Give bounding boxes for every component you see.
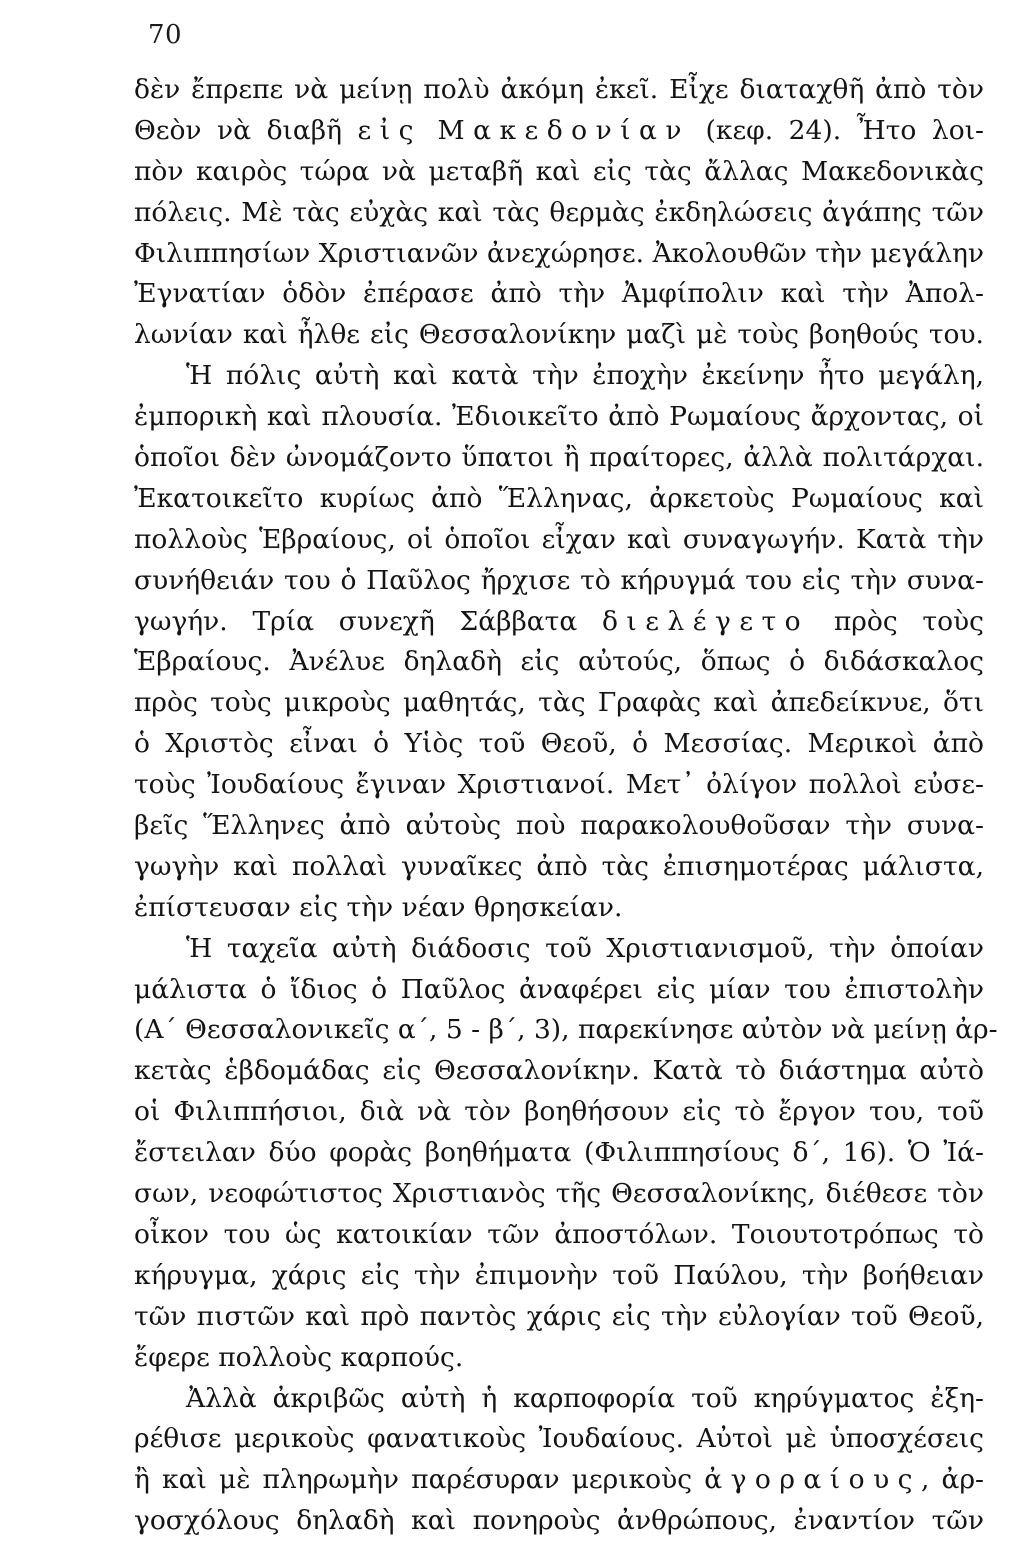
text-line: κετὰς ἑβδομάδας εἰς Θεσσαλονίκην. Κατὰ τὸ διάστημα αὐτὸ [134,1055,984,1087]
text-line: σων, νεοφώτιστος Χριστιανὸς τῆς Θεσσαλονίκης, διέθεσε τὸν [134,1178,984,1210]
text-line [134,602,984,643]
text-line: γοσχόλους δηλαδὴ καὶ πονηροὺς ἀνθρώπους, ἐναντίον τῶν [134,1505,984,1537]
text-line: μάλιστα ὁ ἴδιος ὁ Παῦλος ἀναφέρει εἰς μίαν του ἐπιστολὴν [134,973,984,1005]
text-line: ὁ Χριστὸς εἶναι ὁ Υἱὸς τοῦ Θεοῦ, ὁ Μεσσίας. Μερικοὶ ἀπὸ [134,728,984,760]
text-line: τοὺς Ἰουδαίους ἔγιναν Χριστιανοί. Μετ᾽ ὀλίγον πολλοὶ εὐσε- [134,769,984,801]
text-line [134,111,984,152]
text-line: συνήθειάν του ὁ Παῦλος ἤρχισε τὸ κήρυγμά του εἰς τὴν συνα- [134,564,984,596]
text-fragment: ἢ καὶ μὲ πληρωμὴν παρέσυραν μερικοὺς [134,1464,705,1496]
paragraph-start-line: Ἡ ταχεῖα αὐτὴ διάδοσις τοῦ Χριστιανισμοῦ, τὴν ὁποίαν [186,932,984,964]
text-fragment: γωγήν. Τρία συνεχῆ Σάββατα [134,605,602,637]
text-line: οἱ Φιλιππήσιοι, διὰ νὰ τὸν βοηθήσουν εἰς τὸ ἔργον του, τοῦ [134,1096,984,1128]
spaced-word: Μακεδονίαν [437,114,691,146]
text-line: ὁποῖοι δὲν ὠνομάζοντο ὕπατοι ἢ πραίτορες, ἀλλὰ πολιτάρχαι. [134,442,984,474]
text-line: λωνίαν καὶ ἦλθε εἰς Θεσσαλονίκην μαζὶ μὲ τοὺς βοηθούς του. [134,319,984,351]
text-fragment: , ἀρ- [921,1464,984,1496]
text-line: πὸν καιρὸς τώρα νὰ μεταβῆ καὶ εἰς τὰς ἄλλας Μακεδονικὰς [134,155,984,187]
spaced-word: ἀγοραίους [704,1464,921,1496]
text-fragment: (κεφ. 24). Ἦτο λοι- [690,114,984,146]
page-number: 70 [148,20,183,50]
text-line: γωγὴν καὶ πολλαὶ γυναῖκες ἀπὸ τὰς ἐπισημοτέρας μάλιστα, [134,850,984,882]
text-line: βεῖς Ἕλληνες ἀπὸ αὐτοὺς ποὺ παρακολουθοῦσαν τὴν συνα- [134,810,984,842]
paragraph-start-line: Ἀλλὰ ἀκριβῶς αὐτὴ ἡ καρποφορία τοῦ κηρύγματος ἐξη- [186,1382,984,1414]
text-line: οἶκον του ὡς κατοικίαν τῶν ἀποστόλων. Τοιουτοτρόπως τὸ [134,1218,984,1250]
paragraph-start-line: Ἡ πόλις αὐτὴ καὶ κατὰ τὴν ἐποχὴν ἐκείνην ἦτο μεγάλη, [186,360,984,392]
body-text [134,70,998,1542]
text-line: Φιλιππησίων Χριστιανῶν ἀνεχώρησε. Ἀκολουθῶν τὴν μεγάλην [134,237,984,269]
text-line: ρέθισε μερικοὺς φανατικοὺς Ἰουδαίους. Αὐτοὶ μὲ ὑποσχέσεις [134,1423,984,1455]
paragraph-end-line: ἔφερε πολλοὺς καρπούς. [134,1341,464,1373]
text-line: Ἐγνατίαν ὁδὸν ἐπέρασε ἀπὸ τὴν Ἀμφίπολιν καὶ τὴν Ἀπολ- [134,278,984,310]
spaced-word: εἰς [357,114,422,146]
text-line: Ἑβραίους. Ἀνέλυε δηλαδὴ εἰς αὐτούς, ὅπως ὁ διδάσκαλος [134,646,984,678]
text-fragment: Θεὸν νὰ διαβῆ [134,114,358,146]
text-line: πολλοὺς Ἑβραίους, οἱ ὁποῖοι εἶχαν καὶ συναγωγήν. Κατὰ τὴν [134,523,984,555]
spaced-word: διελέγετο [602,605,810,637]
text-line [134,1460,984,1501]
text-line: δὲν ἔπρεπε νὰ μείνῃ πολὺ ἀκόμη ἐκεῖ. Εἶχε διαταχθῆ ἀπὸ τὸν [134,74,984,105]
text-line: τῶν πιστῶν καὶ πρὸ παντὸς χάρις εἰς τὴν εὐλογίαν τοῦ Θεοῦ, [134,1300,984,1332]
text-line: ἐμπορικὴ καὶ πλουσία. Ἐδιοικεῖτο ἀπὸ Ρωμαίους ἄρχοντας, οἱ [134,401,984,433]
text-line: ἔστειλαν δύο φορὰς βοηθήματα (Φιλιππησίους δ΄, 16). Ὁ Ἰά- [134,1137,984,1169]
text-line: κήρυγμα, χάρις εἰς τὴν ἐπιμονὴν τοῦ Παύλου, τὴν βοήθειαν [134,1259,984,1291]
text-line: πόλεις. Μὲ τὰς εὐχὰς καὶ τὰς θερμὰς ἐκδηλώσεις ἀγάπης τῶν [134,196,984,228]
text-line: Ἐκατοικεῖτο κυρίως ἀπὸ Ἕλληνας, ἀρκετοὺς Ρωμαίους καὶ [134,482,984,514]
text-fragment: πρὸς τοὺς [809,605,984,637]
text-line: (Α΄ Θεσσαλονικεῖς α΄, 5 - β΄, 3), παρεκίνησε αὐτὸν νὰ μείνῃ ἀρ- [134,1014,998,1046]
text-line: πρὸς τοὺς μικροὺς μαθητάς, τὰς Γραφὰς καὶ ἀπεδείκνυε, ὅτι [134,687,984,719]
paragraph-end-line: ἐπίστευσαν εἰς τὴν νέαν θρησκείαν. [134,891,623,923]
